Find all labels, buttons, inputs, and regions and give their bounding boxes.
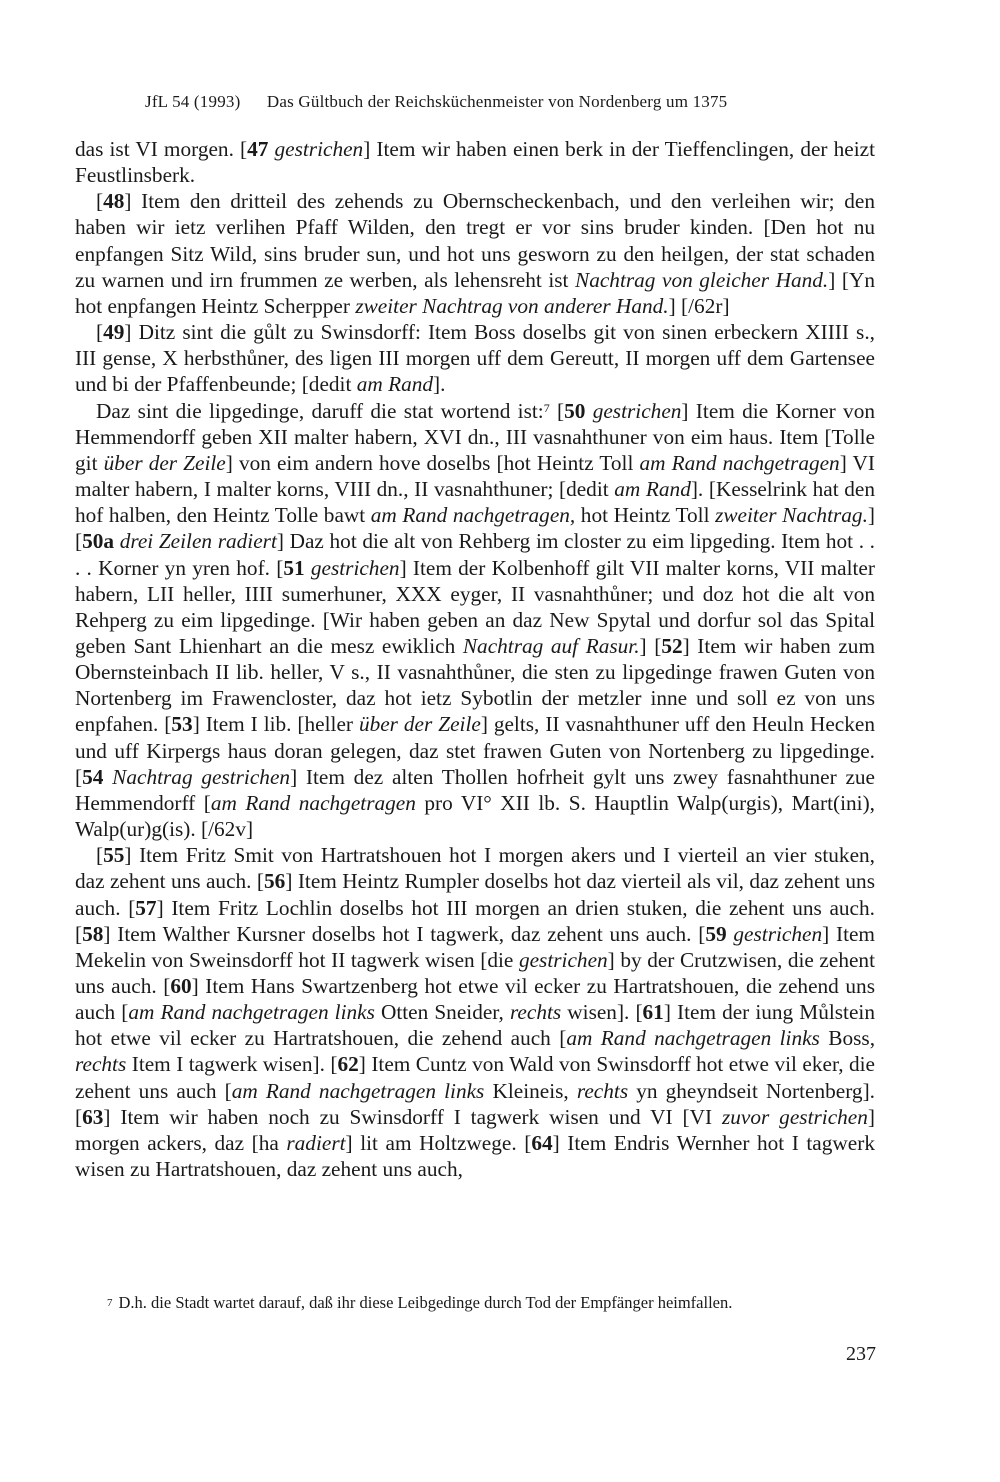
text-run: ]. [Kesselrink hat den hof halben, den Heintz Tolle bawt	[75, 477, 875, 528]
text-run: ] Item wir haben noch zu Swinsdorff I tagwerk wisen und VI [VI	[103, 1104, 722, 1129]
entry-number: 59	[705, 921, 727, 946]
editorial-note: am Rand	[614, 477, 691, 502]
text-run: ] VI malter habern, I malter korns, VIII dn., II vasnahthuner; [dedit	[75, 450, 875, 502]
entry-number: 56	[264, 869, 286, 894]
text-run: yn gheyndseit Nortenberg]. [	[75, 1078, 875, 1129]
entry-number: 50a	[82, 529, 115, 554]
text-run: Otten Sneider,	[374, 1000, 510, 1025]
text-run: Daz sint die lipgedinge, daruff die stat wortend ist:	[96, 398, 544, 423]
editorial-note: gestrichen	[733, 921, 823, 946]
entry-number: 58	[82, 921, 104, 946]
editorial-note: zweiter Nachtrag von anderer Hand.	[355, 293, 669, 318]
paragraph	[75, 136, 875, 188]
text-run: ] Item Walther Kursner doselbs hot I tagwerk, daz zehent uns auch. [	[103, 921, 706, 946]
editorial-note: Nachtrag auf Rasur.	[462, 633, 640, 658]
entry-number: 64	[531, 1130, 553, 1155]
header-title: Das Gültbuch der Reichsküchenmeister von Nordenberg um 1375	[266, 92, 728, 111]
header-journal: JfL 54 (1993)	[145, 92, 241, 111]
editorial-note: am Rand nachgetragen	[639, 450, 840, 475]
text-run: ] Item Heintz Rumpler doselbs hot daz vierteil als vil, daz zehent uns auch. [	[75, 869, 875, 920]
text-run: ] [	[639, 633, 662, 658]
editorial-note: über der Zeile	[103, 450, 226, 475]
entry-number: 53	[171, 712, 193, 737]
footnote	[107, 1293, 877, 1313]
editorial-note: am Rand nachgetragen	[210, 790, 416, 815]
text-run	[585, 399, 592, 423]
text-run: ] Item Mekelin von Sweinsdorff hot II tagwerk wisen [die	[75, 921, 876, 972]
text-run: ] Daz hot die alt von Rehberg im closter zu eim lipgeding. Item hot . . . . Korner yn yren hof. [	[75, 529, 875, 580]
entry-number: 54	[82, 764, 104, 789]
editorial-note: am Rand nachgetragen,	[370, 503, 576, 528]
text-run: ].	[433, 372, 446, 397]
entry-number: 55	[103, 843, 125, 868]
text-run: pro VI° XII lb. S. Hauptlin Walp(urgis), Mart(ini), Walp(ur)g(is). [/62v]	[75, 790, 875, 842]
text-run: ] [	[75, 503, 876, 554]
text-run: [	[96, 843, 104, 868]
text-run: Kleineis,	[484, 1078, 577, 1103]
text-run: [	[549, 398, 565, 423]
text-run: ] Item wir haben einen berk in der Tieffenclingen, der heizt Feustlinsberk.	[75, 137, 875, 188]
editorial-note: gestrichen	[310, 555, 400, 580]
text-run: ] Item Fritz Smit von Hartratshouen hot I morgen akers und I vierteil an vier stuken, daz zehent uns auch. [	[75, 843, 875, 894]
text-run: ] [/62r]	[668, 293, 730, 318]
editorial-note: radiert	[286, 1130, 346, 1155]
text-run: das ist VI morgen. [	[75, 137, 248, 161]
entry-number: 60	[170, 974, 192, 998]
editorial-note: gestrichen	[518, 947, 608, 972]
text-run: ] Item dez alten Thollen hofrheit gylt uns zwey fasnahthuner zue Hemmendorff [	[75, 764, 876, 815]
text-run: ] by der Crutzwisen, die zehent uns auch. [	[75, 947, 875, 998]
footnote-reference: 7	[543, 400, 550, 415]
running-header	[145, 92, 845, 112]
entry-number: 48	[103, 189, 125, 214]
text-run: wisen]. [	[561, 1000, 643, 1025]
text-run: ] Item die Korner von Hemmendorff geben XII malter habern, XVI dn., III vasnahthuner von eim haus. Item [Tolle git	[75, 398, 875, 475]
editorial-note: am Rand nachgetragen links	[231, 1078, 485, 1103]
editorial-note: gestrichen	[274, 137, 364, 161]
editorial-note: zuvor gestrichen	[721, 1104, 868, 1129]
text-run: ] Item Fritz Lochlin doselbs hot III morgen an drien stuken, die zehent uns auch. [	[75, 895, 875, 946]
entry-number: 52	[661, 633, 683, 658]
text-run: ] Ditz sint die gůlt zu Swinsdorff: Item Boss doselbs git von sinen erbeckern XIIII s., III gense, X herbsthůner, des ligen III morgen uff dem Gereutt, II morgen uff dem Gartensee und bi der Pfaffenbeunde; [dedit	[75, 320, 875, 397]
editorial-note: über der Zeile	[358, 712, 481, 737]
text-run: ] von eim andern hove doselbs [hot Heintz Toll	[225, 450, 640, 475]
editorial-note: gestrichen	[592, 398, 682, 423]
editorial-note: am Rand nachgetragen links	[566, 1026, 820, 1051]
text-run: ] lit am Holtzwege. [	[345, 1130, 532, 1155]
paragraph	[75, 319, 875, 397]
text-run: ] Item Cuntz von Wald von Swinsdorff hot etwe vil eker, die zehent uns auch [	[75, 1052, 876, 1103]
editorial-note: am Rand nachgetragen links	[128, 1000, 375, 1025]
editorial-note: rechts	[509, 1000, 562, 1025]
text-run: ] [Yn hot enpfangen Heintz Scherpper	[75, 267, 875, 318]
paragraph	[75, 842, 875, 1182]
text-run: ] Item der Kolbenhoff gilt VII malter korns, VII malter habern, LII heller, IIII sumerhuner, XXX eyger, II vasnahthůner; und doz hot die alt von Rehperg zu eim lipgedinge. [Wir haben geben an daz New Spytal und dorfur sol das Spital geben Sant Lhienhart an die mesz ewiklich	[75, 555, 875, 658]
text-run	[103, 765, 112, 789]
text-run: Item I tagwerk wisen]. [	[126, 1052, 338, 1077]
entry-number: 61	[642, 1000, 664, 1025]
footnote-marker: 7	[107, 1297, 113, 1309]
editorial-note: am Rand	[356, 372, 434, 397]
entry-number: 51	[283, 555, 305, 580]
entry-number: 50	[564, 398, 586, 423]
text-run: Boss,	[819, 1026, 876, 1051]
editorial-note: Nachtrag gestrichen	[112, 764, 291, 789]
page-number: 237	[846, 1343, 876, 1365]
text-run: ] Item der iung Můlstein hot etwe vil ecker zu Hartratshouen, die zehend auch [	[75, 1000, 875, 1051]
text-run: [	[96, 320, 104, 345]
text-run: ] Item Endris Wernher hot I tagwerk wisen zu Hartratshouen, daz zehent uns auch,	[75, 1130, 875, 1182]
text-run: [	[96, 189, 104, 214]
text-run: ] morgen ackers, daz [ha	[75, 1104, 875, 1155]
entry-number: 57	[135, 895, 157, 920]
editorial-note: zweiter Nachtrag.	[715, 503, 868, 528]
editorial-note: Nachtrag von gleicher Hand.	[575, 267, 829, 292]
text-run: ] Item den dritteil des zehends zu Obernscheckenbach, und den verleihen wir; den haben wir ietz verlihen Pfaff Wilden, den tregt er vor sins bruder kinden. [Den hot nu enpfangen Sitz Wild, sins bruder sun, und hot uns gesworn zu den heilgen, der stat schaden zu warnen und irn frummen ze werben, als lehensreht ist	[75, 189, 875, 292]
entry-number: 63	[82, 1104, 104, 1129]
paragraph	[75, 188, 875, 319]
footnote-text: D.h. die Stadt wartet darauf, daß ihr diese Leibgedinge durch Tod der Empfänger heimfallen.	[118, 1293, 733, 1312]
text-run: ] Item I lib. [heller	[192, 712, 359, 737]
entry-number: 47	[247, 137, 269, 161]
editorial-note: drei Zeilen radiert	[119, 529, 277, 554]
editorial-note: rechts	[75, 1052, 127, 1077]
editorial-note: rechts	[576, 1078, 629, 1103]
text-run: ] Item Hans Swartzenberg hot etwe vil ecker zu Hartratshouen, die zehend uns auch [	[75, 974, 875, 1025]
text-run: hot Heintz Toll	[575, 503, 716, 528]
text-run: ] Item wir haben zum Obernsteinbach II lib. heller, V s., II vasnahthůner, die sten zu lipgedinge frawen Guten von Nortenberg im Frawencloster, daz hot ietz Sybotlin der metzler inne und soll ez von uns enpfahen. [	[75, 633, 876, 737]
entry-number: 62	[337, 1052, 359, 1077]
body-text	[75, 136, 875, 1182]
text-run: ] gelts, II vasnahthuner uff den Heuln Hecken und uff Kirpergs haus doran gelegen, daz stet frawen Guten von Nortenberg zu lipgedinge. [	[75, 712, 875, 789]
entry-number: 49	[103, 320, 125, 345]
paragraph	[75, 398, 875, 843]
